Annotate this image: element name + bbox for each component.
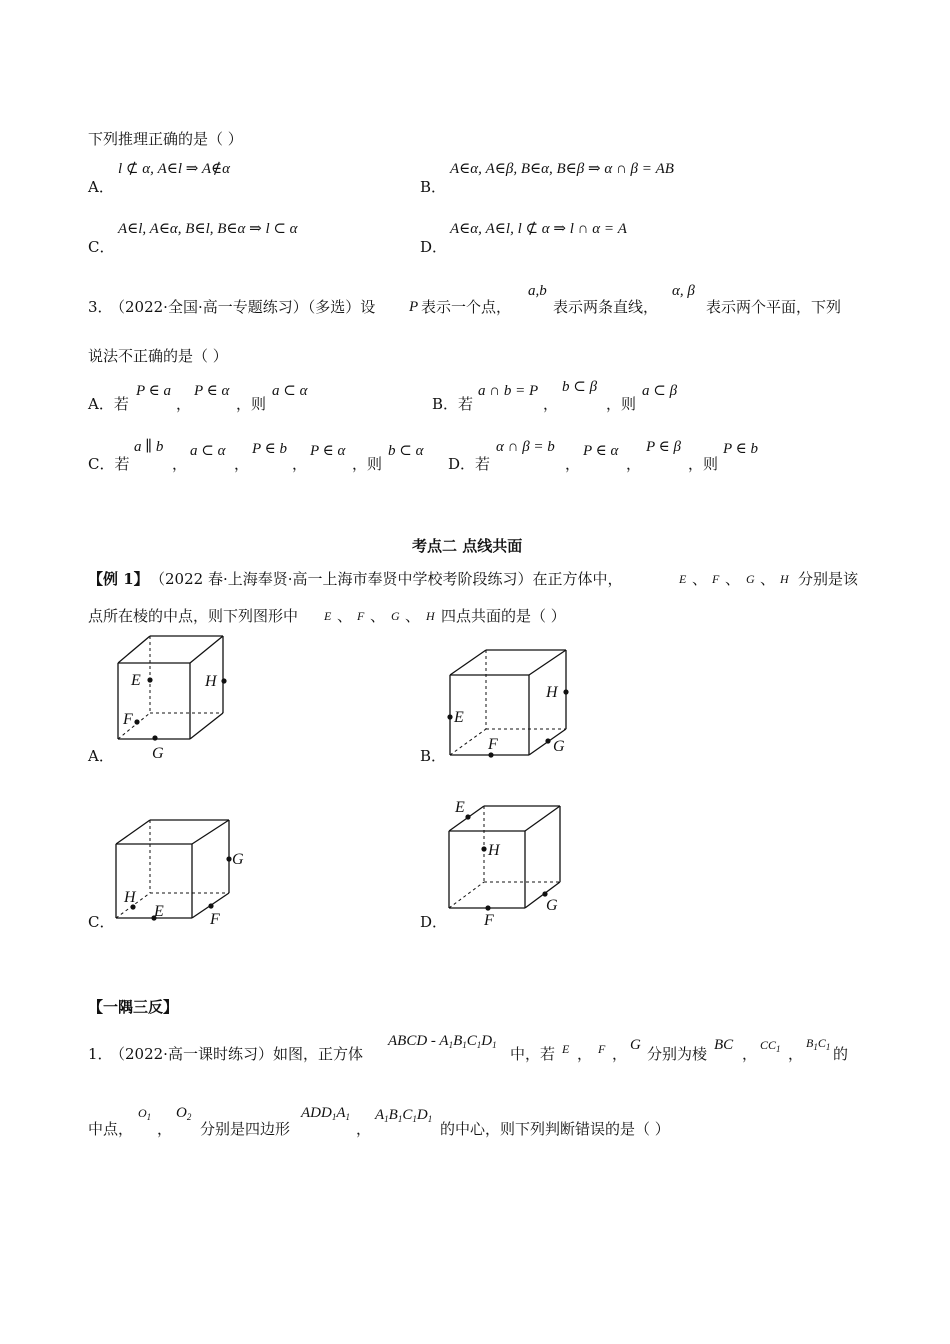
p1-number: 1． <box>88 1045 113 1063</box>
p1-center-o2: $O_2$ <box>176 1105 192 1122</box>
q3-option-d-label[interactable]: D．若 <box>448 455 491 473</box>
q3-option-b-then: ，则 <box>606 395 637 413</box>
example-point-h: H <box>780 572 789 586</box>
p1-text-3: 的 <box>833 1045 849 1063</box>
q2-option-b-label[interactable]: B． <box>420 178 447 196</box>
p1-text-1: 中，若 <box>510 1045 556 1063</box>
p1-edge-cc1: $CC_1$ <box>760 1038 781 1054</box>
q2-option-c-label[interactable]: C． <box>88 238 115 256</box>
fig-b-label-f: F <box>488 736 498 753</box>
example-point-g: G <box>746 572 755 586</box>
p1-comma: ， <box>577 1045 593 1063</box>
fig-d-label-f: F <box>484 912 494 929</box>
p1-comma: ， <box>356 1120 372 1138</box>
fig-d-label-h: H <box>488 842 500 859</box>
q3-option-d-comma: ， <box>626 455 642 473</box>
p1-comma: ， <box>612 1045 628 1063</box>
example-sep: 、 <box>692 570 708 588</box>
example-point-f: F <box>712 572 720 586</box>
p1-quad-add1a1: $ADD_1A_1$ <box>301 1105 350 1122</box>
q3-option-c-then: ，则 <box>352 455 383 473</box>
p1-text-4: 分别是四边形 <box>200 1120 291 1138</box>
q2-stem: 下列推理正确的是（ ） <box>88 130 243 148</box>
p1-point-f: F <box>598 1042 606 1056</box>
q3-option-a-label[interactable]: A．若 <box>88 395 129 413</box>
q3-option-d-then: ，则 <box>688 455 719 473</box>
p1-quad-a1b1c1d1: $A_1B_1C_1D_1$ <box>375 1107 433 1124</box>
q3-option-c-comma: ， <box>234 455 250 473</box>
q3-option-a-cond2: P ∈ α <box>194 383 230 399</box>
fig-b-label-g: G <box>553 738 565 755</box>
q3-lines-ab: a,b <box>528 283 547 299</box>
fig-c-label-g: G <box>232 851 244 868</box>
q3-source: （2022·全国·高一专题练习）（多选）设 <box>110 298 376 316</box>
example-point-h2: H <box>426 609 435 623</box>
fig-a-label-h: H <box>205 673 217 690</box>
q2-option-c-math: A∈l, A∈α, B∈l, B∈α ⇒ l ⊂ α <box>118 221 298 237</box>
p1-cube-name: ABCD - $A_1B_1C_1D_1$ <box>388 1033 497 1050</box>
example-line2b: 四点共面的是（ ） <box>441 607 566 625</box>
figure-option-d-label[interactable]: D． <box>420 913 448 931</box>
fig-a-label-e: E <box>131 672 141 689</box>
q3-option-d-comma: ， <box>565 455 581 473</box>
section-title: 考点二 点线共面 <box>412 537 523 555</box>
q3-option-d-cond2: P ∈ α <box>583 443 619 459</box>
q3-option-c-cond2: a ⊂ α <box>190 443 226 459</box>
q3-option-c-label[interactable]: C．若 <box>88 455 130 473</box>
q3-option-c-comma: ， <box>292 455 308 473</box>
q3-text-1: 表示一个点， <box>421 298 512 316</box>
p1-edge-b1c1: $B_1C_1$ <box>806 1036 831 1052</box>
q3-option-c-cond4: P ∈ α <box>310 443 346 459</box>
fig-a-label-g: G <box>152 745 164 762</box>
figure-option-b-label[interactable]: B． <box>420 747 447 765</box>
fig-b-label-h: H <box>546 684 558 701</box>
q3-option-b-result: a ⊂ β <box>642 383 678 399</box>
fig-b-label-e: E <box>454 709 464 726</box>
q2-option-d-math: A∈α, A∈l, l ⊄ α ⇒ l ∩ α = A <box>450 221 627 237</box>
fig-a-label-f: F <box>123 711 133 728</box>
q3-option-d-cond1: α ∩ β = b <box>496 439 555 455</box>
example-point-f2: F <box>357 609 365 623</box>
p1-line2a: 中点， <box>88 1120 134 1138</box>
q3-number: 3． <box>88 298 113 316</box>
q3-option-b-comma: ， <box>543 395 559 413</box>
example-sep: 、 <box>760 570 776 588</box>
q3-point-p: P <box>409 299 419 315</box>
example-sep: 、 <box>370 607 386 625</box>
q3-option-a-result: a ⊂ α <box>272 383 308 399</box>
example-sep: 、 <box>405 607 421 625</box>
q3-option-b-cond1: a ∩ b = P <box>478 383 539 399</box>
p1-comma: ， <box>742 1045 758 1063</box>
q3-option-a-then: ，则 <box>236 395 267 413</box>
practice-title: 【一隅三反】 <box>88 998 179 1016</box>
q3-option-a-comma: ， <box>176 395 192 413</box>
fig-d-label-g: G <box>546 897 558 914</box>
figure-option-a-label[interactable]: A． <box>88 747 114 765</box>
q3-option-a-cond1: P ∈ a <box>136 383 171 399</box>
fig-c-label-h: H <box>124 889 136 906</box>
q3-option-b-cond2: b ⊂ β <box>562 379 598 395</box>
example-text-1: 分别是该 <box>798 570 859 588</box>
q3-option-c-comma: ， <box>172 455 188 473</box>
p1-center-o1: $O_1$ <box>138 1106 152 1122</box>
p1-point-e: E <box>562 1042 570 1056</box>
example-source: （2022 春·上海奉贤·高一上海市奉贤中学校考阶段练习）在正方体中， <box>150 570 623 588</box>
q2-option-b-math: A∈α, A∈β, B∈α, B∈β ⇒ α ∩ β = AB <box>450 161 674 177</box>
fig-d-label-e: E <box>455 799 465 816</box>
p1-comma: ， <box>157 1120 173 1138</box>
p1-point-g: G <box>630 1037 641 1053</box>
example-point-e2: E <box>324 609 332 623</box>
q3-stem-line2: 说法不正确的是（ ） <box>88 347 228 365</box>
example-sep: 、 <box>725 570 741 588</box>
example-tag: 【例 1】 <box>88 570 149 588</box>
q3-option-d-result: P ∈ b <box>723 441 758 457</box>
q2-option-a-label[interactable]: A． <box>88 178 114 196</box>
figure-option-c-label[interactable]: C． <box>88 913 115 931</box>
q3-text-2: 表示两条直线， <box>553 298 659 316</box>
p1-text-5: 的中心，则下列判断错误的是（ ） <box>440 1120 670 1138</box>
p1-text-2: 分别为棱 <box>647 1045 708 1063</box>
q2-option-d-label[interactable]: D． <box>420 238 448 256</box>
example-sep: 、 <box>337 607 353 625</box>
q3-option-d-cond3: P ∈ β <box>646 439 681 455</box>
example-point-e: E <box>679 572 687 586</box>
fig-c-label-e: E <box>154 903 164 920</box>
q3-planes: α, β <box>672 283 695 299</box>
p1-source: （2022·高一课时练习）如图，正方体 <box>110 1045 363 1063</box>
fig-c-label-f: F <box>210 911 220 928</box>
p1-edge-bc: BC <box>714 1037 734 1053</box>
example-line2a: 点所在棱的中点，则下列图形中 <box>88 607 299 625</box>
q3-option-c-cond3: P ∈ b <box>252 441 287 457</box>
q2-option-a-math: l ⊄ α, A∈l ⇒ A∉α <box>118 161 230 177</box>
p1-comma: ， <box>788 1045 804 1063</box>
q3-option-c-result: b ⊂ α <box>388 443 424 459</box>
example-point-g2: G <box>391 609 400 623</box>
q3-text-3: 表示两个平面，下列 <box>706 298 842 316</box>
q3-option-c-cond1: a ∥ b <box>134 439 164 455</box>
q3-option-b-label[interactable]: B．若 <box>432 395 474 413</box>
